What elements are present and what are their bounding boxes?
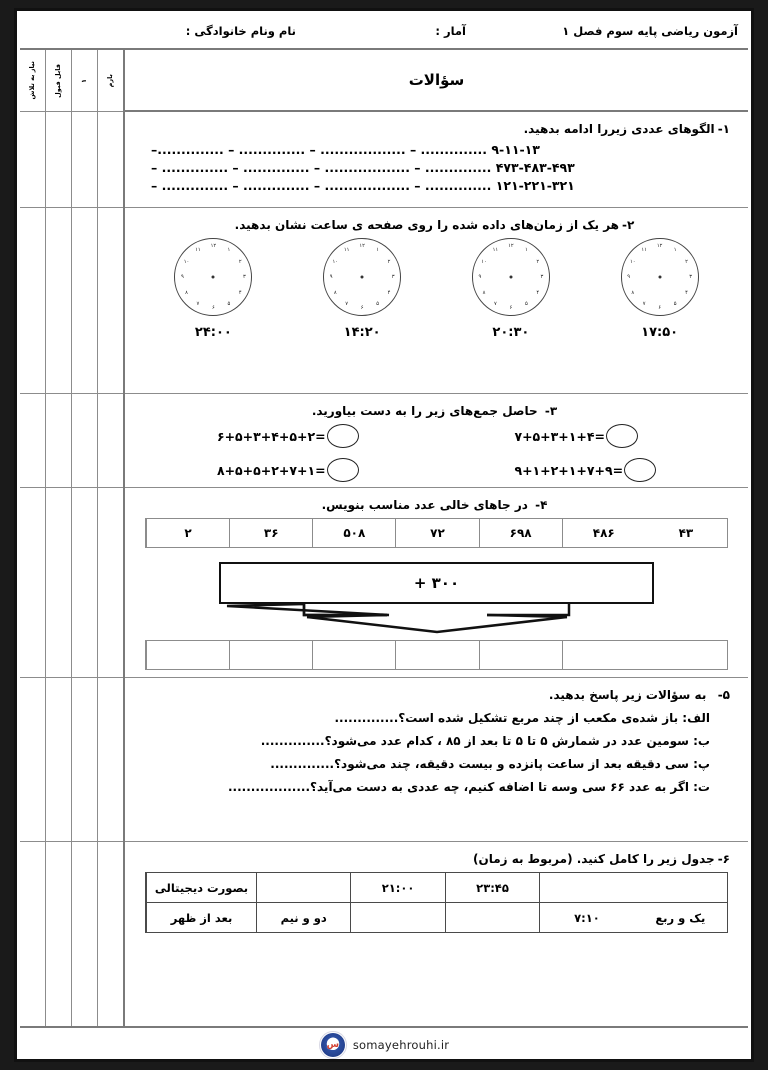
clock-hour-numeral: ۱۲: [210, 243, 217, 249]
clock-hour-numeral: ۲: [685, 258, 688, 265]
clock-hour-numeral: ۱۰: [629, 258, 636, 265]
questions-column: [123, 50, 748, 1026]
clock-hour-numeral: ۵: [673, 300, 677, 307]
question-2-text: هر یک از زمان‌های داده شده را روی صفحه ی ساعت نشان بدهید.: [234, 218, 620, 232]
pattern-1-seed: ۹-۱۱-۱۳: [491, 142, 540, 157]
given-number-cell: ۴۸۶: [562, 519, 645, 547]
operation-box: + ۳۰۰: [219, 562, 654, 604]
answer-cell[interactable]: [229, 641, 312, 669]
clock-hour-numeral: ۴: [387, 289, 391, 296]
rubric-cell[interactable]: [46, 488, 71, 678]
questions-header-text: سؤالات: [408, 71, 465, 89]
rubric-header-one: [72, 50, 97, 112]
question-2: [125, 208, 748, 394]
questions-header: [125, 50, 748, 112]
rubric-header-acceptable: [46, 50, 71, 112]
rubric-cell[interactable]: [98, 208, 123, 394]
worksheet-page: [14, 8, 754, 1062]
logo-mark: س: [326, 1040, 340, 1050]
given-number-cell: ۴۳: [678, 526, 694, 540]
question-3: [125, 394, 748, 488]
question-5: [125, 678, 748, 842]
rubric-cell[interactable]: [20, 678, 45, 842]
clock-hour-numeral: ۱: [227, 247, 231, 254]
time-table-row-digital: [146, 873, 727, 903]
question-3-number: ۳-: [544, 404, 558, 418]
clock-hour-numeral: ۹: [627, 274, 631, 280]
given-number-cell: ۵۰۸: [312, 519, 395, 547]
rubric-cell[interactable]: [46, 208, 71, 394]
clock-hour-numeral: ۱۰: [481, 258, 487, 265]
question-3-title: [139, 404, 730, 418]
pattern-row-2: [151, 160, 734, 175]
question-5-sub-a[interactable]: الف: باز شده‌ی مکعب از چند مربع تشکیل شده است؟..............: [334, 711, 710, 725]
question-2-number: ۲-: [622, 218, 635, 232]
rubric-cell[interactable]: [20, 112, 45, 208]
clock-hour-numeral: ۷: [642, 300, 646, 307]
clock-hour-numeral: ۳: [391, 274, 395, 280]
question-4: [125, 488, 748, 678]
clock-hour-numeral: ۱: [673, 247, 677, 254]
given-number-cell: ۷۲: [395, 519, 478, 547]
pattern-3-seed: ۱۲۱-۲۲۱-۳۲۱: [495, 178, 575, 193]
clock-hour-numeral: ۱۲: [359, 243, 365, 249]
clock-time-4: ۱۷:۵۰: [641, 325, 679, 340]
clock-hour-numeral: ۲: [387, 258, 391, 265]
exam-title: آزمون ریاضی پایه سوم فصل ۱: [562, 24, 738, 38]
time-cell[interactable]: [350, 903, 444, 932]
rubric-body-barem[interactable]: [98, 112, 123, 1026]
clock-hour-numeral: ۹: [478, 274, 482, 280]
question-6-text: جدول زیر را کامل کنید. (مربوط به زمان): [472, 852, 715, 866]
clock-time-3: ۲۰:۳۰: [492, 325, 530, 340]
funnel-arrow: [219, 604, 654, 634]
clock-hour-numeral: ۷: [196, 300, 200, 307]
question-3-text: حاصل جمع‌های زیر را به دست بیاورید.: [311, 404, 538, 418]
worksheet-inner: [20, 14, 748, 1056]
footer: [20, 1028, 748, 1062]
answer-cell[interactable]: [146, 641, 229, 669]
rubric-cell[interactable]: [98, 678, 123, 842]
time-cell: ۷:۱۰: [539, 903, 633, 932]
sum-line-3: [514, 424, 656, 448]
clock-hour-numeral: ۷: [493, 300, 497, 307]
question-5-text: به سؤالات زیر پاسخ بدهید.: [548, 688, 707, 702]
clock-hour-numeral: ۲: [238, 258, 242, 265]
time-table: [145, 872, 728, 933]
clock-row: [139, 238, 734, 340]
question-1-title: [139, 122, 730, 136]
sum-expression-4: ۹+۱+۲+۱+۷+۹=: [514, 462, 624, 478]
rubric-cell[interactable]: [20, 488, 45, 678]
rubric-label: بارم: [105, 73, 114, 88]
time-row-label-afternoon: بعد از ظهر: [146, 903, 256, 932]
student-name-label: نام ونام خانوادگی :: [185, 24, 296, 38]
sum-answer-oval-2[interactable]: [327, 458, 359, 482]
pattern-3-blanks[interactable]: – .............. – .............. – .................. – ..............: [151, 178, 492, 193]
clock-face-4[interactable]: [621, 238, 699, 316]
clock-hour-numeral: ۱۱: [195, 247, 201, 254]
clock-hour-numeral: ۳: [689, 274, 693, 280]
given-number-cell: ۶۹۸: [479, 519, 562, 547]
question-5-sub-p[interactable]: پ: سی دقیقه بعد از ساعت پانزده و بیست دقیقه، چند می‌شود؟..............: [270, 757, 710, 771]
rubric-column-barem: [97, 50, 123, 1026]
time-cell: یک و ربع: [655, 910, 706, 925]
question-6-number: ۶-: [717, 852, 730, 866]
clock-item-2: [297, 238, 427, 340]
clock-face-3[interactable]: [472, 238, 550, 316]
time-cell: ۲۱:۰۰: [350, 873, 444, 902]
clock-hour-numeral: ۱۲: [656, 243, 663, 249]
clock-time-1: ۲۴:۰۰: [194, 325, 232, 340]
clock-item-1: [148, 238, 278, 340]
answer-cell[interactable]: [562, 641, 645, 669]
clock-hour-numeral: ۱: [524, 247, 528, 254]
sum-expression-2: ۸+۵+۵+۲+۷+۱=: [216, 462, 326, 478]
clock-center-dot: [361, 276, 364, 279]
question-4-text: در جاهای خالی عدد مناسب بنویس.: [321, 498, 528, 512]
question-5-title: [139, 688, 730, 702]
clock-hour-numeral: ۹: [180, 274, 184, 280]
rubric-body-one[interactable]: [72, 112, 97, 1026]
given-numbers-table: [145, 518, 728, 548]
question-4-number: ۴-: [535, 498, 548, 512]
clock-hour-numeral: ۴: [536, 289, 540, 296]
clock-item-4: [595, 238, 725, 340]
sum-expression-1: ۶+۵+۳+۴+۵+۲=: [216, 428, 326, 444]
rubric-column-one: [71, 50, 97, 1026]
answer-cells-table: [145, 640, 728, 670]
answer-cell[interactable]: [395, 641, 478, 669]
question-5-sub-t[interactable]: ت: اگر به عدد ۶۶ سی وسه تا اضافه کنیم، چه عددی به دست می‌آید؟..................: [227, 780, 710, 794]
sums-grid: [139, 424, 734, 482]
answer-cell[interactable]: [479, 641, 562, 669]
rubric-column-needs-effort: [20, 50, 45, 1026]
time-cell: ۲۳:۴۵: [445, 873, 539, 902]
sum-line-4: [514, 458, 656, 482]
clock-face-2[interactable]: [323, 238, 401, 316]
question-6-title: [139, 852, 730, 866]
pattern-2-blanks[interactable]: – .............. – .............. – .................. – ..............: [151, 160, 492, 175]
clock-hour-numeral: ۵: [227, 300, 231, 307]
rubric-cell[interactable]: [46, 394, 71, 488]
rubric-label: ۱: [79, 78, 88, 83]
clock-time-2: ۱۴:۲۰: [343, 325, 381, 340]
rubric-cell[interactable]: [98, 394, 123, 488]
sum-expression-3: ۷+۵+۳+۱+۴=: [514, 428, 605, 444]
rubric-cell[interactable]: [72, 112, 97, 208]
sum-answer-oval-4[interactable]: [624, 458, 656, 482]
rubric-cell[interactable]: [72, 394, 97, 488]
rubric-label: قابل قبول: [53, 63, 62, 98]
given-number-cell: ۳۶: [229, 519, 312, 547]
rubric-body-acceptable[interactable]: [46, 112, 71, 1026]
question-5-number: ۵-: [717, 688, 730, 702]
clock-hour-numeral: ۱۰: [183, 258, 190, 265]
sums-column-left: [514, 424, 656, 482]
sum-line-2: [217, 458, 359, 482]
question-5-sub-b[interactable]: ب: سومین عدد در شمارش ۵ تا ۵ تا بعد از ۸۵ ، کدام عدد می‌شود؟..............: [260, 734, 710, 748]
clock-hour-numeral: ۸: [482, 289, 486, 296]
clock-center-dot: [658, 276, 661, 279]
clock-face-1[interactable]: [174, 238, 252, 316]
clock-hour-numeral: ۸: [333, 289, 337, 296]
answer-cell[interactable]: [645, 641, 727, 669]
sum-line-1: [217, 424, 359, 448]
site-logo-icon: [319, 1031, 347, 1059]
funnel-arrow-icon: [219, 604, 654, 634]
sum-answer-oval-3[interactable]: [606, 424, 638, 448]
clock-hour-numeral: ۴: [238, 289, 242, 296]
question-2-title: [139, 218, 730, 232]
pattern-1-blanks[interactable]: –.............. – .............. – .................. – ..............: [151, 142, 488, 157]
clock-hour-numeral: ۷: [345, 300, 349, 307]
time-cell: دو و نیم: [256, 903, 350, 932]
pattern-row-3: [151, 178, 734, 193]
rubric-body-needs-effort[interactable]: [20, 112, 45, 1026]
time-cell[interactable]: [634, 873, 727, 902]
rubric-header-needs-effort: [20, 50, 45, 112]
rubric-cell[interactable]: [20, 394, 45, 488]
question-1: [125, 112, 748, 208]
clock-hour-numeral: ۱: [376, 247, 380, 254]
given-number-cell: ۲: [146, 519, 229, 547]
identity-bar: [20, 14, 748, 50]
time-cell[interactable]: [445, 903, 539, 932]
question-1-number: ۱-: [717, 122, 730, 136]
clock-hour-numeral: ۵: [376, 300, 380, 307]
rubric-cell[interactable]: [72, 678, 97, 842]
pattern-row-1: [151, 142, 734, 157]
clock-center-dot: [212, 276, 215, 279]
clock-hour-numeral: ۶: [211, 305, 215, 311]
rubric-column-acceptable: [45, 50, 71, 1026]
rubric-cell[interactable]: [20, 208, 45, 394]
clock-center-dot: [509, 276, 512, 279]
clock-hour-numeral: ۶: [658, 305, 662, 311]
clock-hour-numeral: ۸: [185, 289, 188, 296]
rubric-cell[interactable]: [46, 678, 71, 842]
clock-hour-numeral: ۳: [242, 274, 246, 280]
clock-hour-numeral: ۸: [631, 289, 635, 296]
pattern-2-seed: ۴۷۳-۴۸۳-۴۹۳: [495, 160, 575, 175]
clock-hour-numeral: ۹: [329, 274, 333, 280]
rubric-label: نیاز به تلاش: [27, 61, 36, 100]
clock-hour-numeral: ۱۱: [343, 247, 350, 254]
rubric-header-barem: [98, 50, 123, 112]
time-table-row-afternoon: [146, 903, 727, 932]
time-cell[interactable]: [256, 873, 350, 902]
sums-column-right: [217, 424, 359, 482]
answer-cell[interactable]: [312, 641, 395, 669]
rubric-cell[interactable]: [46, 112, 71, 208]
clock-item-3: [446, 238, 576, 340]
clock-hour-numeral: ۶: [360, 305, 364, 311]
rubric-cell[interactable]: [98, 112, 123, 208]
time-cell[interactable]: [539, 873, 633, 902]
site-url: somayehrouhi.ir: [352, 1038, 450, 1052]
clock-hour-numeral: ۳: [540, 274, 544, 280]
rubric-cell[interactable]: [98, 488, 123, 678]
clock-hour-numeral: ۴: [685, 289, 688, 296]
clock-hour-numeral: ۱۲: [508, 243, 514, 249]
stats-label: آمار :: [435, 24, 466, 38]
clock-hour-numeral: ۲: [536, 258, 540, 265]
time-row-label-digital: بصورت دیجیتالی: [146, 873, 256, 902]
question-4-title: [139, 498, 730, 512]
worksheet-grid: [20, 50, 748, 1028]
rubric-cell[interactable]: [72, 488, 97, 678]
rubric-cell[interactable]: [72, 208, 97, 394]
clock-hour-numeral: ۱۱: [641, 247, 647, 254]
clock-hour-numeral: ۶: [509, 305, 513, 311]
clock-hour-numeral: ۱۰: [332, 258, 339, 265]
question-1-text: الگوهای عددی زیررا ادامه بدهید.: [523, 122, 715, 136]
clock-hour-numeral: ۵: [524, 300, 528, 307]
clock-hour-numeral: ۱۱: [492, 247, 499, 254]
question-6: [125, 842, 748, 1026]
rubric-columns: [20, 50, 123, 1026]
sum-answer-oval-1[interactable]: [327, 424, 359, 448]
